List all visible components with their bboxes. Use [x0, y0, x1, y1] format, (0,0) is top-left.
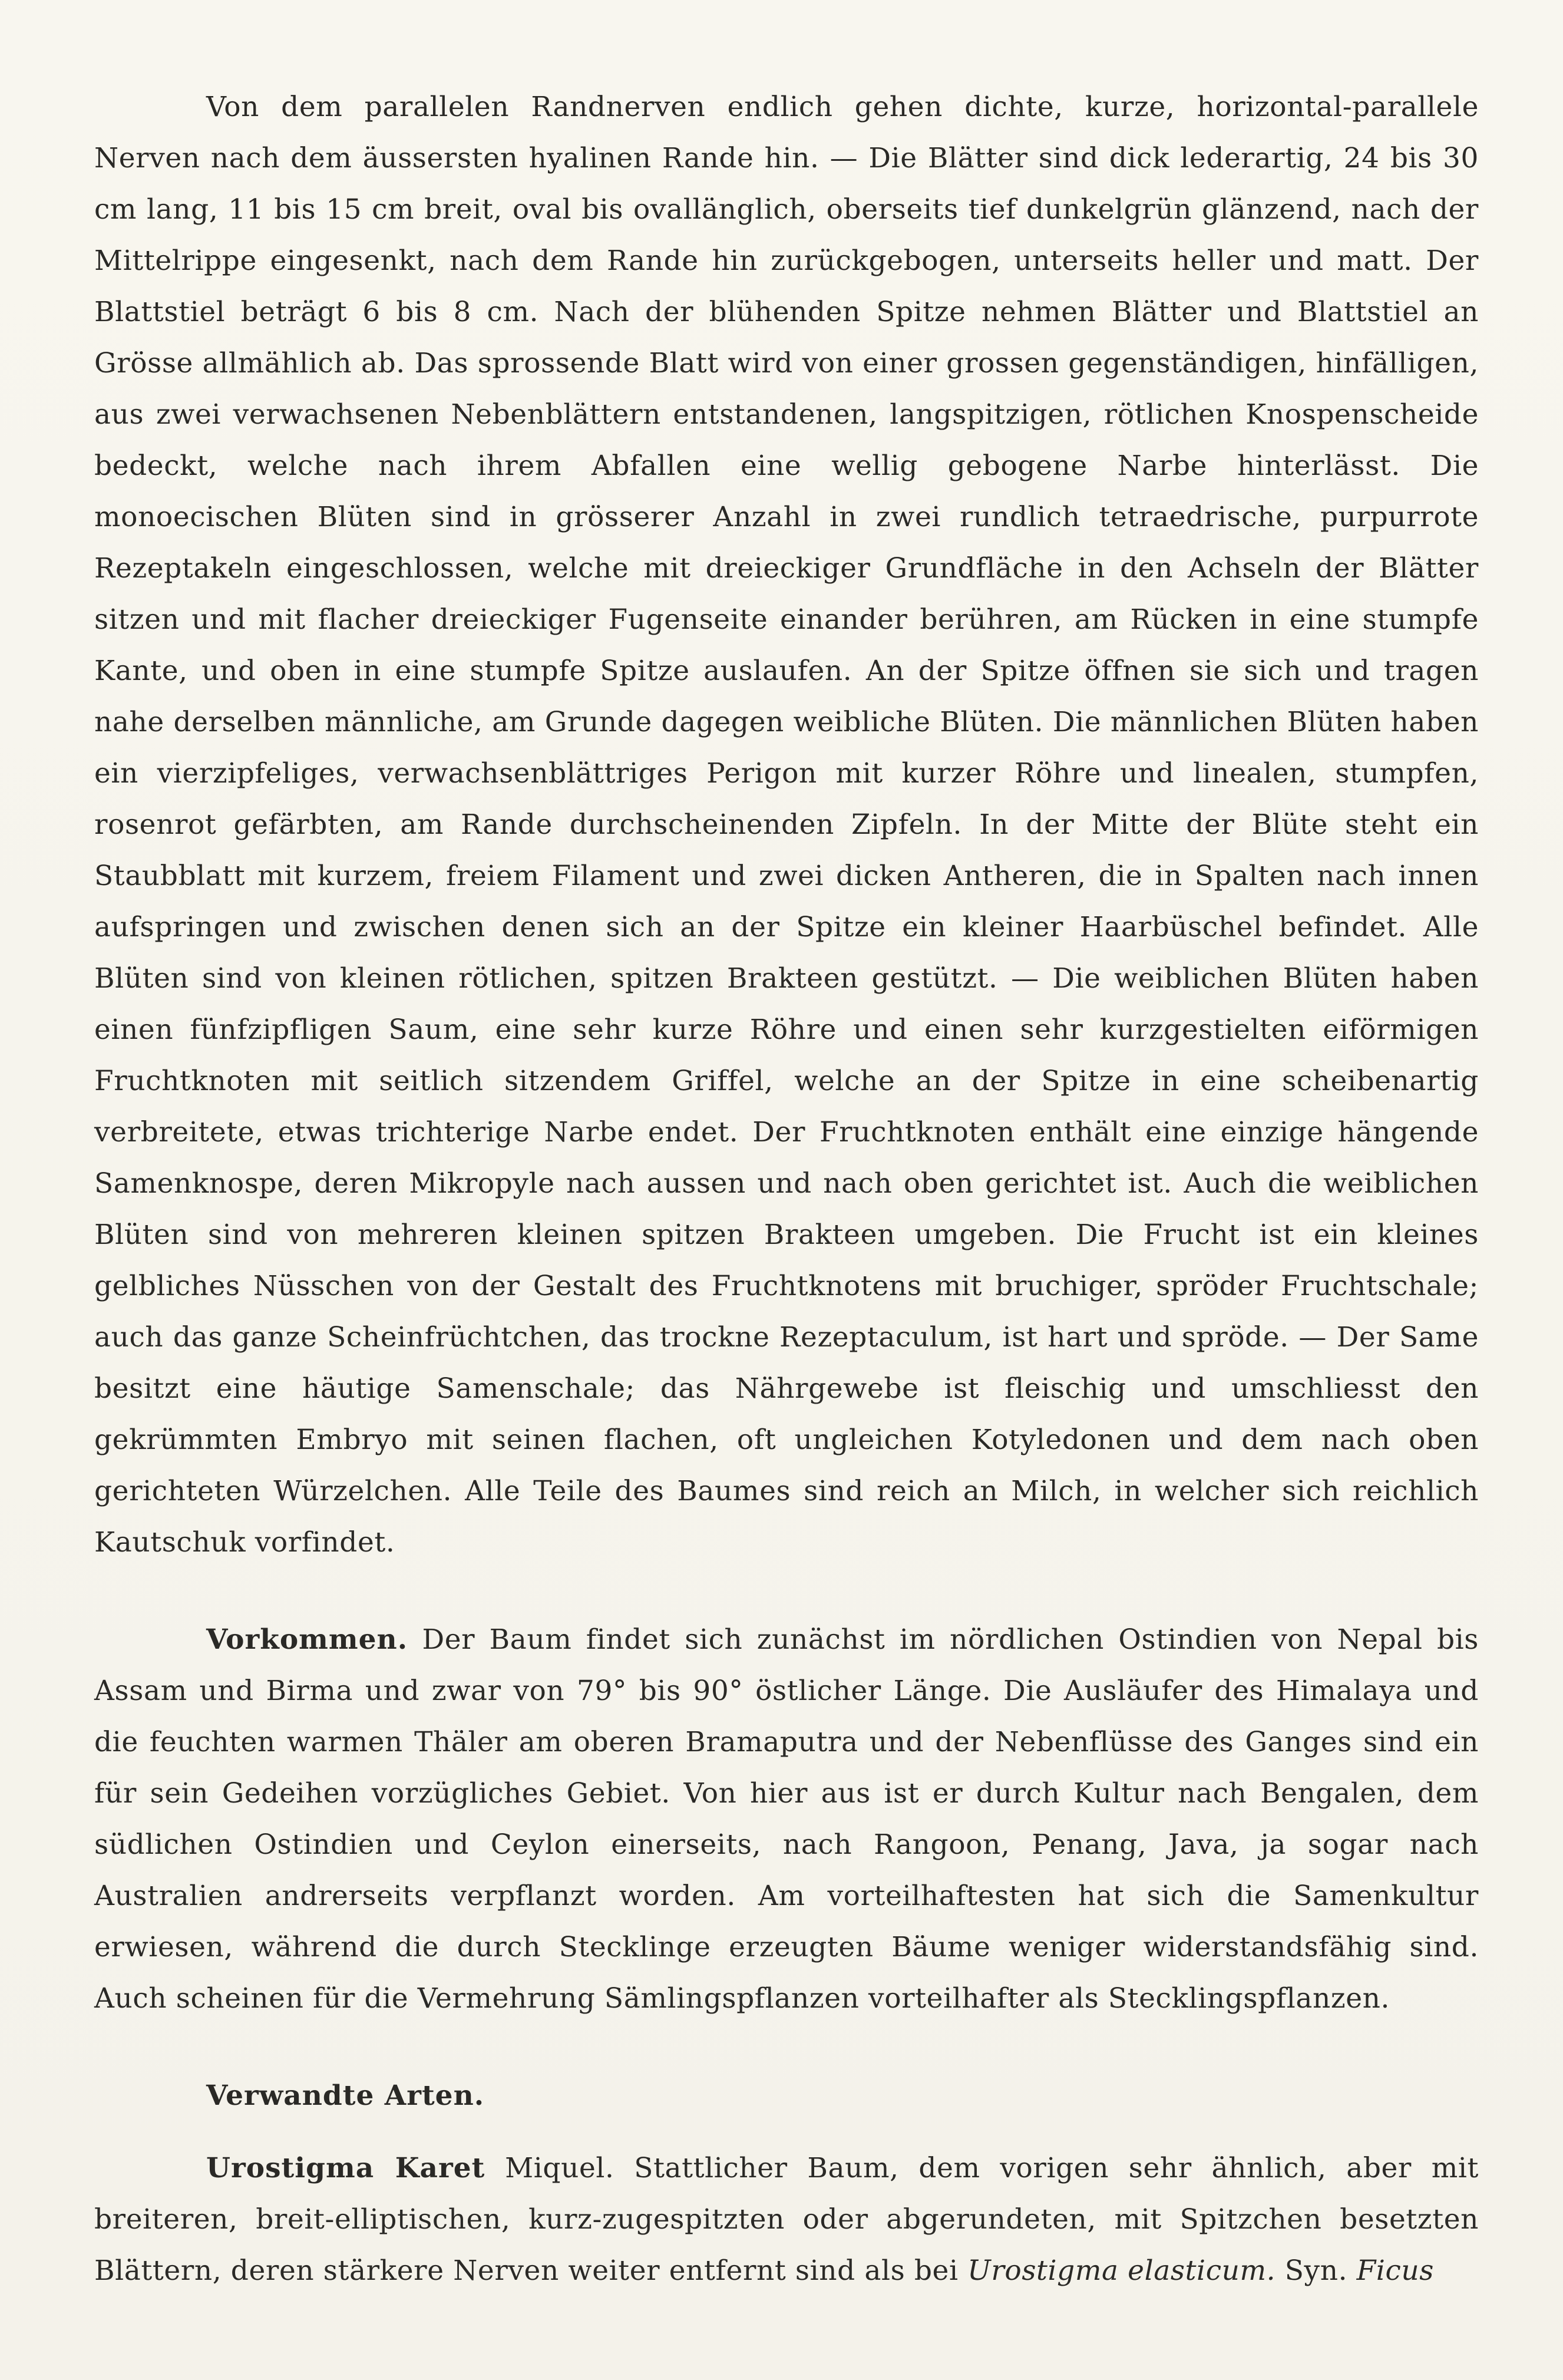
species-reference: Urostigma elasticum.: [967, 2254, 1276, 2287]
body-text: [94, 81, 1479, 2296]
paragraph-vorkommen: [94, 1614, 1479, 2024]
vorkommen-text: Der Baum findet sich zunächst im nördlichen Ostindien von Nepal bis Assam und Birma und zwar von 79° bis 90° östlicher Länge. Die Ausläufer des Himalaya und die feuchten warmen Thäler am oberen Bramaputra und der Nebenflüsse des Ganges sind ein für sein Gedeihen vorzügliches Gebiet. Von hier aus ist er durch Kultur nach Bengalen, dem südlichen Ostindien und Ceylon einerseits, nach Rangoon, Penang, Java, ja sogar nach Australien andrerseits verpflanzt worden. Am vorteilhaftesten hat sich die Samenkultur erwiesen, während die durch Stecklinge erzeugten Bäume weniger widerstandsfähig sind. Auch scheinen für die Vermehrung Sämlingspflanzen vorteilhafter als Stecklingspflanzen.: [94, 1623, 1479, 2015]
species-name: Urostigma Karet: [206, 2152, 485, 2184]
section-heading-verwandte-arten: Verwandte Arten.: [206, 2079, 485, 2112]
paragraph-leaf-description: Von dem parallelen Randnerven endlich gehen dichte, kurze, horizontal-parallele Nerven nach dem äussersten hyalinen Rande hin. — Die Blätter sind dick lederartig, 24 bis 30 cm lang, 11 bis 15 cm breit, oval bis ovallänglich, oberseits tief dunkelgrün glänzend, nach der Mittelrippe eingesenkt, nach dem Rande hin zurückgebogen, unterseits heller und matt. Der Blattstiel beträgt 6 bis 8 cm. Nach der blühenden Spitze nehmen Blätter und Blattstiel an Grösse allmählich ab. Das sprossende Blatt wird von einer grossen gegenständigen, hinfälligen, aus zwei verwachsenen Nebenblättern entstandenen, langspitzigen, rötlichen Knospenscheide bedeckt, welche nach ihrem Abfallen eine wellig gebogene Narbe hinterlässt. Die monoecischen Blüten sind in grösserer Anzahl in zwei rundlich tetraedrische, purpurrote Rezeptakeln eingeschlossen, welche mit dreieckiger Grundfläche in den Achseln der Blätter sitzen und mit flacher dreieckiger Fugenseite einander berühren, am Rücken in eine stumpfe Kante, und oben in eine stumpfe Spitze auslaufen. An der Spitze öffnen sie sich und tragen nahe derselben männliche, am Grunde dagegen weibliche Blüten. Die männlichen Blüten haben ein vierzipfeliges, verwachsenblättriges Perigon mit kurzer Röhre und linealen, stumpfen, rosenrot gefärbten, am Rande durchscheinenden Zipfeln. In der Mitte der Blüte steht ein Staubblatt mit kurzem, freiem Filament und zwei dicken Antheren, die in Spalten nach innen aufspringen und zwischen denen sich an der Spitze ein kleiner Haarbüschel befindet. Alle Blüten sind von kleinen rötlichen, spitzen Brakteen gestützt. — Die weiblichen Blüten haben einen fünfzipfligen Saum, eine sehr kurze Röhre und einen sehr kurzgestielten eiförmigen Fruchtknoten mit seitlich sitzendem Griffel, welche an der Spitze in eine scheibenartig verbreitete, etwas trichterige Narbe endet. Der Fruchtknoten enthält eine einzige hängende Samenknospe, deren Mikropyle nach aussen und nach oben gerichtet ist. Auch die weiblichen Blüten sind von mehreren kleinen spitzen Brakteen umgeben. Die Frucht ist ein kleines gelbliches Nüsschen von der Gestalt des Fruchtknotens mit bruchiger, spröder Fruchtschale; auch das ganze Scheinfrüchtchen, das trockne Rezeptaculum, ist hart und spröde. — Der Same besitzt eine häutige Samenschale; das Nährgewebe ist fleischig und umschliesst den gekrümmten Embryo mit seinen flachen, oft ungleichen Kotyledonen und dem nach oben gerichteten Würzelchen. Alle Teile des Baumes sind reich an Milch, in welcher sich reichlich Kautschuk vorfindet.: [94, 91, 1479, 1559]
paragraph-urostigma-karet: [94, 2143, 1479, 2296]
section-heading-vorkommen: Vorkommen.: [206, 1623, 408, 1656]
synonym-reference: Ficus: [1356, 2254, 1435, 2287]
species-description: Miquel. Stattlicher Baum, dem vorigen sehr ähnlich, aber mit breiteren, breit-elliptischen, kurz-zugespitzten oder abgerundeten, mit Spitzchen besetzten Blättern, deren stärkere Nerven weiter entfernt sind als bei: [94, 2152, 1479, 2287]
synonym-label: Syn.: [1275, 2254, 1357, 2287]
